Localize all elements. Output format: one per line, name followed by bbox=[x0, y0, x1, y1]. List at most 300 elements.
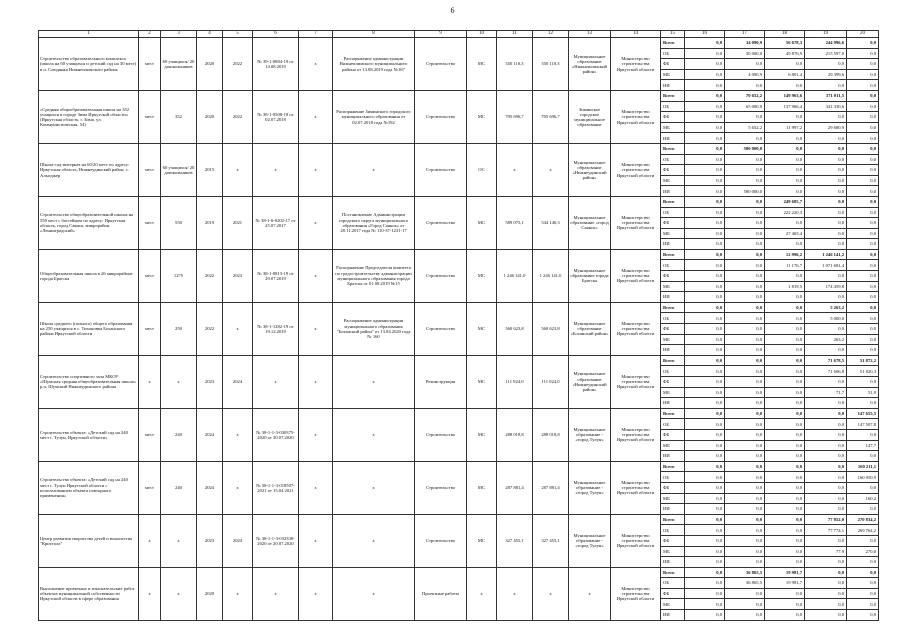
amount-cell: 71 606,8 bbox=[805, 366, 847, 377]
amount-cell: 0,0 bbox=[725, 355, 765, 366]
fund-label-cell: ОБ bbox=[661, 419, 685, 430]
amount-cell: 71,7 bbox=[805, 387, 847, 398]
cost-remaining-cell: 288 018,8 bbox=[533, 408, 569, 461]
fund-label-cell: Всего bbox=[661, 196, 685, 207]
amount-cell: 0,0 bbox=[725, 588, 765, 599]
column-header: 2 bbox=[139, 31, 161, 38]
amount-cell: 0,0 bbox=[847, 239, 879, 250]
amount-cell: 137 966,4 bbox=[765, 101, 805, 112]
amount-cell: 0,0 bbox=[765, 482, 805, 493]
amount-cell: 0,0 bbox=[685, 313, 725, 324]
work-type-cell: Строительство bbox=[415, 302, 467, 355]
amount-cell: 0,0 bbox=[847, 196, 879, 207]
amount-cell: 19 981,7 bbox=[765, 567, 805, 578]
amount-cell: 270,0 bbox=[847, 546, 879, 557]
amount-cell: 0,0 bbox=[847, 48, 879, 59]
fund-label-cell: Всего bbox=[661, 90, 685, 101]
cost-remaining-cell: х bbox=[533, 143, 569, 196]
amount-cell: 0,0 bbox=[847, 313, 879, 324]
decision-cell: № 38-1-0508-18 от 02.07.2018 bbox=[253, 90, 299, 143]
amount-cell: 0,0 bbox=[765, 461, 805, 472]
decision-cell: № 38-1-0813-19 от 29.07.2019 bbox=[253, 249, 299, 302]
fund-label-cell: МБ bbox=[661, 440, 685, 451]
amount-cell: 0,0 bbox=[847, 398, 879, 409]
column-header: 8 bbox=[333, 31, 415, 38]
amount-cell: 0,0 bbox=[847, 143, 879, 154]
amount-cell: 0,0 bbox=[725, 345, 765, 356]
unit-cell: х bbox=[139, 567, 161, 620]
amount-cell: 0,0 bbox=[805, 493, 847, 504]
amount-cell: 5 263,2 bbox=[805, 302, 847, 313]
amount-cell: 0,0 bbox=[805, 588, 847, 599]
amount-cell: 0,0 bbox=[725, 165, 765, 176]
start-year-cell: 2015 bbox=[197, 143, 223, 196]
customer-cell: Муниципальное образование «город Саянск» bbox=[569, 196, 611, 249]
amount-cell: 0,0 bbox=[847, 377, 879, 388]
work-type-cell: Строительство bbox=[415, 143, 467, 196]
amount-cell: 0,0 bbox=[765, 535, 805, 546]
fund-label-cell: Всего bbox=[661, 355, 685, 366]
amount-cell: 147 655,5 bbox=[847, 408, 879, 419]
amount-cell: 0,0 bbox=[765, 218, 805, 229]
amount-cell: 77 852,0 bbox=[805, 514, 847, 525]
amount-cell: 0,0 bbox=[685, 557, 725, 568]
amount-cell: 0,0 bbox=[685, 38, 725, 49]
administrator-cell: Министерство строительства Иркутской области bbox=[611, 355, 661, 408]
amount-cell: 36 865,5 bbox=[725, 578, 765, 589]
amount-cell: 0,0 bbox=[805, 271, 847, 282]
level-cell: МС bbox=[467, 461, 497, 514]
expertise-cell: х bbox=[299, 514, 333, 567]
amount-cell: 341 330,6 bbox=[805, 101, 847, 112]
table-row bbox=[39, 90, 879, 101]
amount-cell: 0,0 bbox=[685, 398, 725, 409]
amount-cell: 0,0 bbox=[685, 48, 725, 59]
amount-cell: 160,2 bbox=[847, 493, 879, 504]
amount-cell: 56 678,3 bbox=[765, 38, 805, 49]
document-cell: х bbox=[333, 567, 415, 620]
page-number: 6 bbox=[450, 6, 455, 15]
unit-cell: мест bbox=[139, 461, 161, 514]
fund-label-cell: МБ bbox=[661, 334, 685, 345]
amount-cell: 0,0 bbox=[685, 504, 725, 515]
amount-cell: 0,0 bbox=[725, 514, 765, 525]
amount-cell: 0,0 bbox=[765, 165, 805, 176]
amount-cell: 0,0 bbox=[847, 482, 879, 493]
document-cell: Распоряжение администрации муниципального образования "Боханский район" от 13.04.2020 года № 160 bbox=[333, 302, 415, 355]
amount-cell: 0,0 bbox=[685, 355, 725, 366]
amount-cell: 0,0 bbox=[725, 133, 765, 144]
fund-label-cell: Всего bbox=[661, 461, 685, 472]
expertise-cell: х bbox=[299, 90, 333, 143]
amount-cell: 0,0 bbox=[725, 546, 765, 557]
amount-cell: 0,0 bbox=[725, 324, 765, 335]
fund-label-cell: ФБ bbox=[661, 377, 685, 388]
amount-cell: 0,0 bbox=[805, 599, 847, 610]
amount-cell: 0,0 bbox=[725, 599, 765, 610]
start-year-cell: 2023 bbox=[197, 514, 223, 567]
column-header: 11 bbox=[497, 31, 533, 38]
amount-cell: 160 050,9 bbox=[847, 472, 879, 483]
amount-cell: 0,0 bbox=[805, 345, 847, 356]
amount-cell: 0,0 bbox=[805, 451, 847, 462]
amount-cell: 0,0 bbox=[847, 292, 879, 303]
level-cell: МС bbox=[467, 302, 497, 355]
cost-remaining-cell: 544 140,3 bbox=[533, 196, 569, 249]
amount-cell: 0,0 bbox=[765, 80, 805, 91]
amount-cell: 0,0 bbox=[685, 271, 725, 282]
fund-label-cell: МБ bbox=[661, 546, 685, 557]
amount-cell: 0,0 bbox=[847, 38, 879, 49]
administrator-cell: Министерство строительства Иркутской области bbox=[611, 461, 661, 514]
administrator-cell: Министерство строительства Иркутской области bbox=[611, 567, 661, 620]
fund-label-cell: МБ bbox=[661, 228, 685, 239]
capacity-cell: 60 учащихся/ 20 дошкольников bbox=[161, 143, 197, 196]
work-type-cell: Проектные работы bbox=[415, 567, 467, 620]
cost-remaining-cell: 327 455,1 bbox=[533, 514, 569, 567]
capacity-cell: 352 bbox=[161, 90, 197, 143]
amount-cell: 0,0 bbox=[725, 451, 765, 462]
amount-cell: 0,0 bbox=[765, 133, 805, 144]
fund-label-cell: Всего bbox=[661, 249, 685, 260]
fund-label-cell: ФБ bbox=[661, 218, 685, 229]
customer-cell: Муниципальное образование города Братска bbox=[569, 249, 611, 302]
customer-cell: Муниципальное образование «Нижнеудинский район» bbox=[569, 143, 611, 196]
amount-cell: 0,0 bbox=[765, 59, 805, 70]
amount-cell: 0,0 bbox=[685, 143, 725, 154]
amount-cell: 0,0 bbox=[805, 535, 847, 546]
decision-cell: х bbox=[253, 355, 299, 408]
fund-label-cell: ОБ bbox=[661, 260, 685, 271]
start-year-cell: 2023 bbox=[197, 355, 223, 408]
unit-cell: мест bbox=[139, 249, 161, 302]
column-header: 4 bbox=[197, 31, 223, 38]
amount-cell: 0,0 bbox=[805, 408, 847, 419]
work-type-cell: Строительство bbox=[415, 461, 467, 514]
object-name: Строительство образовательного комплекса (школа на 60 учащихся и детский сад на 30 мест) в п. Слюдянка Нижнеилимского района bbox=[39, 38, 139, 91]
amount-cell: 0,0 bbox=[725, 610, 765, 621]
capacity-cell: х bbox=[161, 567, 197, 620]
table-row bbox=[39, 249, 879, 260]
administrator-cell: Министерство строительства Иркутской области bbox=[611, 249, 661, 302]
amount-cell: 244 996,6 bbox=[805, 38, 847, 49]
end-year-cell: 2024 bbox=[223, 355, 253, 408]
amount-cell: 249 685,7 bbox=[765, 196, 805, 207]
amount-cell: 1 819,5 bbox=[765, 281, 805, 292]
cost-total-cell: 589 075,1 bbox=[497, 196, 533, 249]
amount-cell: 580 000,0 bbox=[725, 186, 765, 197]
customer-cell: Зиминское городское муниципальное образование bbox=[569, 90, 611, 143]
amount-cell: 0,0 bbox=[765, 377, 805, 388]
fund-label-cell: Всего bbox=[661, 143, 685, 154]
end-year-cell: х bbox=[223, 302, 253, 355]
cost-remaining-cell: 560 623,8 bbox=[533, 302, 569, 355]
amount-cell: 0,0 bbox=[685, 165, 725, 176]
level-cell: МС bbox=[467, 355, 497, 408]
decision-cell: № 39-1-0884-19 от 14.08.2019 bbox=[253, 38, 299, 91]
amount-cell: 77 774,1 bbox=[805, 525, 847, 536]
expertise-cell: х bbox=[299, 249, 333, 302]
fund-label-cell: МБ bbox=[661, 69, 685, 80]
amount-cell: 0,0 bbox=[725, 207, 765, 218]
amount-cell: 12 996,2 bbox=[765, 249, 805, 260]
amount-cell: 270 834,2 bbox=[847, 514, 879, 525]
fund-label-cell: Всего bbox=[661, 408, 685, 419]
amount-cell: 5 000,0 bbox=[805, 313, 847, 324]
amount-cell: 0,0 bbox=[685, 59, 725, 70]
capacity-cell: 1275 bbox=[161, 249, 197, 302]
amount-cell: 0,0 bbox=[805, 196, 847, 207]
amount-cell: 263,2 bbox=[805, 334, 847, 345]
unit-cell: х bbox=[139, 514, 161, 567]
amount-cell: 0,0 bbox=[725, 429, 765, 440]
object-name: Школа среднего (полного) общего образования на 250 учащихся в с. Тихоновка Боханского района Иркутской области bbox=[39, 302, 139, 355]
amount-cell: 0,0 bbox=[725, 302, 765, 313]
amount-cell: 0,0 bbox=[805, 377, 847, 388]
amount-cell: 0,0 bbox=[725, 154, 765, 165]
amount-cell: 0,0 bbox=[805, 429, 847, 440]
fund-label-cell: ИИ bbox=[661, 557, 685, 568]
amount-cell: 11 176,7 bbox=[765, 260, 805, 271]
amount-cell: 0,0 bbox=[725, 504, 765, 515]
administrator-cell: Министерство строительства Иркутской области bbox=[611, 90, 661, 143]
amount-cell: 0,0 bbox=[847, 302, 879, 313]
object-name: Строительство спортивного зала МКОУ «Шумская средняя общеобразовательная школа» р.п. Шумский Нижнеудинского района bbox=[39, 355, 139, 408]
column-header: 18 bbox=[765, 31, 805, 38]
work-type-cell: Строительство bbox=[415, 196, 467, 249]
amount-cell: 0,0 bbox=[765, 345, 805, 356]
amount-cell: 0,0 bbox=[765, 366, 805, 377]
amount-cell: 0,0 bbox=[847, 207, 879, 218]
amount-cell: 0,0 bbox=[685, 239, 725, 250]
level-cell: ОС bbox=[467, 143, 497, 196]
amount-cell: 0,0 bbox=[805, 228, 847, 239]
level-cell: МС bbox=[467, 514, 497, 567]
capacity-cell: х bbox=[161, 514, 197, 567]
amount-cell: 0,0 bbox=[847, 112, 879, 123]
table-row bbox=[39, 514, 879, 525]
amount-cell: 0,0 bbox=[765, 493, 805, 504]
unit-cell: мест bbox=[139, 143, 161, 196]
table-row bbox=[39, 302, 879, 313]
cost-remaining-cell: х bbox=[533, 567, 569, 620]
start-year-cell: 2019 bbox=[197, 196, 223, 249]
amount-cell: 29 399,6 bbox=[805, 69, 847, 80]
amount-cell: 0,0 bbox=[725, 419, 765, 430]
level-cell: МС bbox=[467, 196, 497, 249]
amount-cell: 0,0 bbox=[847, 578, 879, 589]
customer-cell: Муниципальное образование - «город Тулун» bbox=[569, 408, 611, 461]
amount-cell: 0,0 bbox=[725, 271, 765, 282]
table-row bbox=[39, 196, 879, 207]
amount-cell: 0,0 bbox=[847, 504, 879, 515]
amount-cell: 0,0 bbox=[805, 165, 847, 176]
amount-cell: 0,0 bbox=[725, 292, 765, 303]
end-year-cell: 2021 bbox=[223, 196, 253, 249]
fund-label-cell: ФБ bbox=[661, 429, 685, 440]
decision-cell: № 38-1-1282-19 от 19.12.2019 bbox=[253, 302, 299, 355]
amount-cell: 0,0 bbox=[685, 281, 725, 292]
amount-cell: 0,0 bbox=[805, 472, 847, 483]
fund-label-cell: ИИ bbox=[661, 186, 685, 197]
amount-cell: 0,0 bbox=[805, 207, 847, 218]
amount-cell: 0,0 bbox=[685, 90, 725, 101]
amount-cell: 0,0 bbox=[805, 154, 847, 165]
fund-label-cell: ОБ bbox=[661, 48, 685, 59]
amount-cell: 0,0 bbox=[685, 345, 725, 356]
fund-label-cell: ОБ bbox=[661, 313, 685, 324]
customer-cell: Муниципальное образование «Нижнеилимский район» bbox=[569, 38, 611, 91]
amount-cell: 0,0 bbox=[765, 313, 805, 324]
cost-total-cell: 350 110,3 bbox=[497, 38, 533, 91]
cost-total-cell: 560 623,8 bbox=[497, 302, 533, 355]
expertise-cell: х bbox=[299, 38, 333, 91]
amount-cell: 0,0 bbox=[685, 429, 725, 440]
decision-cell: № 38-1-1-3-030375-2020 от 30.07.2020 bbox=[253, 408, 299, 461]
amount-cell: 0,0 bbox=[847, 69, 879, 80]
amount-cell: 0,0 bbox=[685, 482, 725, 493]
amount-cell: 0,0 bbox=[725, 228, 765, 239]
amount-cell: 6 801,4 bbox=[765, 69, 805, 80]
fund-label-cell: ФБ bbox=[661, 59, 685, 70]
amount-cell: 77,9 bbox=[805, 546, 847, 557]
amount-cell: 0,0 bbox=[685, 567, 725, 578]
fund-label-cell: ИИ bbox=[661, 292, 685, 303]
amount-cell: 0,0 bbox=[685, 133, 725, 144]
decision-cell: № 38-1-6-0202-17 от 25.07.2017 bbox=[253, 196, 299, 249]
amount-cell: 0,0 bbox=[725, 112, 765, 123]
amount-cell: 0,0 bbox=[847, 588, 879, 599]
amount-cell: 0,0 bbox=[847, 133, 879, 144]
cost-remaining-cell: 111 024,0 bbox=[533, 355, 569, 408]
amount-cell: 51 820,3 bbox=[847, 366, 879, 377]
column-header: 3 bbox=[161, 31, 197, 38]
level-cell: МС bbox=[467, 38, 497, 91]
amount-cell: 0,0 bbox=[847, 260, 879, 271]
administrator-cell: Министерство строительства Иркутской области bbox=[611, 514, 661, 567]
amount-cell: 215 597,0 bbox=[805, 48, 847, 59]
amount-cell: 0,0 bbox=[725, 366, 765, 377]
column-header: 1 bbox=[39, 31, 139, 38]
document-cell: х bbox=[333, 408, 415, 461]
column-header: 16 bbox=[685, 31, 725, 38]
work-type-cell: Реконструкция bbox=[415, 355, 467, 408]
document-cell: х bbox=[333, 514, 415, 567]
table-row bbox=[39, 408, 879, 419]
capacity-cell: 240 bbox=[161, 408, 197, 461]
capacity-cell: 550 bbox=[161, 196, 197, 249]
amount-cell: 4 090,9 bbox=[725, 69, 765, 80]
investment-table-sheet bbox=[38, 30, 878, 621]
amount-cell: 0,0 bbox=[805, 578, 847, 589]
document-cell: х bbox=[333, 143, 415, 196]
object-name: Школа-сад-интернат на 60/20 мест по адресу: Иркутская область, Нижнеудинский район, с. Алыгджер bbox=[39, 143, 139, 196]
amount-cell: 34 090,9 bbox=[725, 38, 765, 49]
amount-cell: 0,0 bbox=[725, 493, 765, 504]
cost-remaining-cell: 287 881,4 bbox=[533, 461, 569, 514]
start-year-cell: 2022 bbox=[197, 249, 223, 302]
amount-cell: 0,0 bbox=[725, 313, 765, 324]
amount-cell: 0,0 bbox=[685, 196, 725, 207]
table-row bbox=[39, 461, 879, 472]
amount-cell: 0,0 bbox=[685, 387, 725, 398]
fund-label-cell: Всего bbox=[661, 302, 685, 313]
fund-label-cell: МБ bbox=[661, 175, 685, 186]
amount-cell: 0,0 bbox=[765, 271, 805, 282]
table-row bbox=[39, 143, 879, 154]
fund-label-cell: ФБ bbox=[661, 271, 685, 282]
column-header: 6 bbox=[253, 31, 299, 38]
amount-cell: 51 872,2 bbox=[847, 355, 879, 366]
cost-total-cell: 287 881,4 bbox=[497, 461, 533, 514]
fund-label-cell: МБ bbox=[661, 122, 685, 133]
amount-cell: 0,0 bbox=[685, 324, 725, 335]
table-row bbox=[39, 355, 879, 366]
fund-label-cell: МБ bbox=[661, 387, 685, 398]
amount-cell: 49 876,9 bbox=[765, 48, 805, 59]
expertise-cell: х bbox=[299, 461, 333, 514]
amount-cell: 0,0 bbox=[805, 292, 847, 303]
decision-cell: № 38-1-1-3-018507-2021 от 15.04.2021 bbox=[253, 461, 299, 514]
amount-cell: 0,0 bbox=[805, 567, 847, 578]
amount-cell: 1 246 141,2 bbox=[805, 249, 847, 260]
end-year-cell: 2022 bbox=[223, 90, 253, 143]
amount-cell: 0,0 bbox=[847, 165, 879, 176]
amount-cell: 0,0 bbox=[685, 419, 725, 430]
amount-cell: 30 000,0 bbox=[725, 48, 765, 59]
amount-cell: 0,0 bbox=[685, 472, 725, 483]
fund-label-cell: ИИ bbox=[661, 345, 685, 356]
fund-label-cell: ИИ bbox=[661, 80, 685, 91]
amount-cell: 0,0 bbox=[765, 504, 805, 515]
amount-cell: 0,0 bbox=[805, 186, 847, 197]
amount-cell: 0,0 bbox=[765, 324, 805, 335]
table-row bbox=[39, 38, 879, 49]
fund-label-cell: МБ bbox=[661, 493, 685, 504]
end-year-cell: 2024 bbox=[223, 514, 253, 567]
amount-cell: 19 981,7 bbox=[765, 578, 805, 589]
capacity-cell: 250 bbox=[161, 302, 197, 355]
amount-cell: 269 764,2 bbox=[847, 525, 879, 536]
expertise-cell: х bbox=[299, 408, 333, 461]
customer-cell: Муниципальное образование - «город Тулун» bbox=[569, 461, 611, 514]
cost-total-cell: х bbox=[497, 567, 533, 620]
amount-cell: 0,0 bbox=[765, 292, 805, 303]
fund-label-cell: Всего bbox=[661, 38, 685, 49]
start-year-cell: 2020 bbox=[197, 567, 223, 620]
level-cell: МС bbox=[467, 249, 497, 302]
amount-cell: 0,0 bbox=[805, 175, 847, 186]
amount-cell: 0,0 bbox=[685, 207, 725, 218]
amount-cell: 0,0 bbox=[765, 451, 805, 462]
amount-cell: 0,0 bbox=[725, 482, 765, 493]
level-cell: МС bbox=[467, 408, 497, 461]
amount-cell: 0,0 bbox=[685, 69, 725, 80]
amount-cell: 0,0 bbox=[725, 196, 765, 207]
decision-cell: № 38-1-1-3-032338-2020 от 20.07.2020 bbox=[253, 514, 299, 567]
amount-cell: 0,0 bbox=[685, 366, 725, 377]
amount-cell: 29 680,9 bbox=[805, 122, 847, 133]
fund-label-cell: ОБ bbox=[661, 101, 685, 112]
customer-cell: Муниципальное образование «Боханский район» bbox=[569, 302, 611, 355]
fund-label-cell: ФБ bbox=[661, 165, 685, 176]
decision-cell: х bbox=[253, 143, 299, 196]
fund-label-cell: ФБ bbox=[661, 112, 685, 123]
amount-cell: 0,0 bbox=[765, 302, 805, 313]
amount-cell: 0,0 bbox=[805, 59, 847, 70]
unit-cell: мест bbox=[139, 196, 161, 249]
expertise-cell: х bbox=[299, 196, 333, 249]
